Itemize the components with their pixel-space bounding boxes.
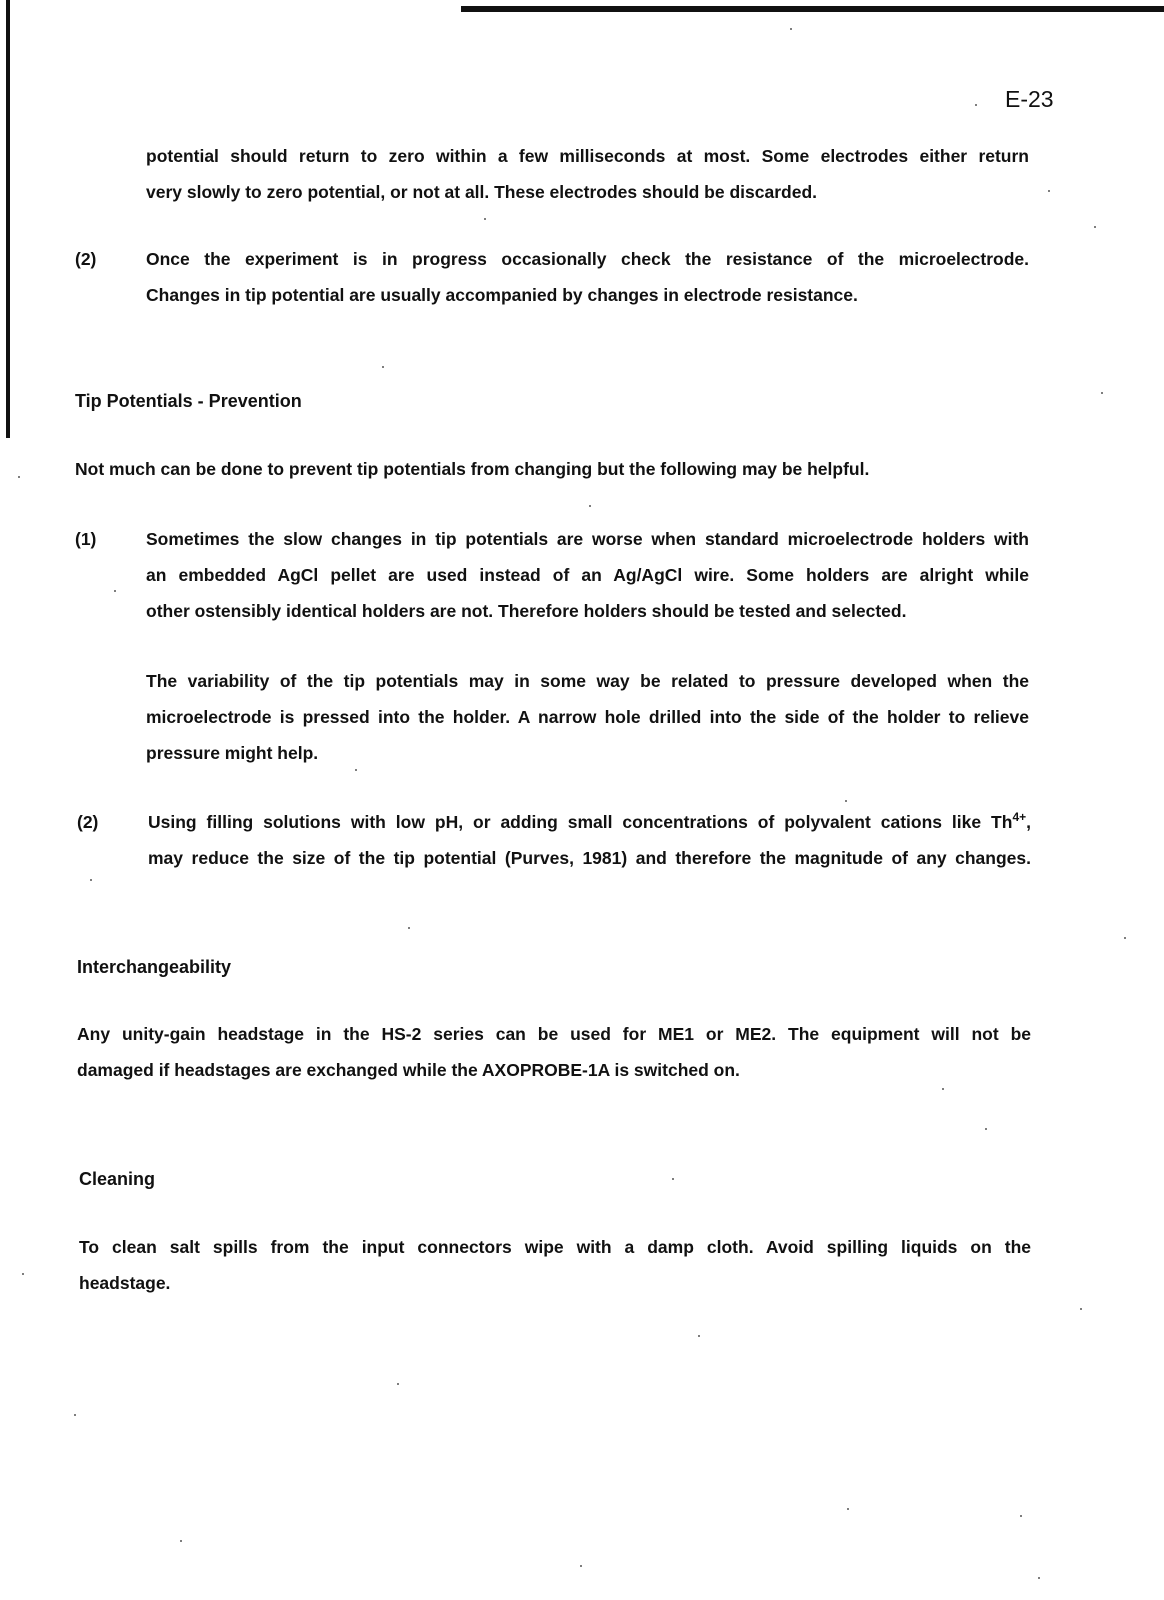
scan-speck: [975, 104, 977, 106]
paragraph-line: microelectrode is pressed into the holder. A narrow hole drilled into the side of the holder to relieve: [146, 707, 1029, 727]
scan-speck: [408, 927, 410, 929]
scan-left-edge: [6, 0, 10, 438]
scan-speck: [90, 879, 92, 881]
scan-speck: [74, 1414, 76, 1416]
scan-speck: [985, 1128, 987, 1130]
paragraph-line: may reduce the size of the tip potential (Purves, 1981) and therefore the magnitude of any changes.: [148, 848, 1031, 868]
scan-speck: [180, 1540, 182, 1542]
scan-speck: [1094, 226, 1096, 228]
section-heading-tip-potentials-prevention: Tip Potentials - Prevention: [75, 391, 302, 411]
scan-speck: [18, 476, 20, 478]
scan-speck: [1101, 392, 1103, 394]
scan-speck: [845, 800, 847, 802]
paragraph-line: headstage.: [79, 1273, 171, 1293]
paragraph-line: Sometimes the slow changes in tip potentials are worse when standard microelectrode holders with: [146, 529, 1029, 549]
list-item-number: (2): [77, 812, 99, 832]
page-number: E-23: [1005, 86, 1054, 112]
paragraph-line: other ostensibly identical holders are not. Therefore holders should be tested and selected.: [146, 601, 907, 621]
list-item-number: (2): [75, 249, 97, 269]
scan-speck: [1080, 1308, 1082, 1310]
list-item-number: (1): [75, 529, 97, 549]
paragraph-text: Using filling solutions with low pH, or adding small concentrations of polyvalent cations like Th: [148, 812, 1013, 832]
paragraph-line: The variability of the tip potentials may in some way be related to pressure developed when the: [146, 671, 1029, 691]
paragraph-line: Once the experiment is in progress occasionally check the resistance of the microelectrode.: [146, 249, 1029, 269]
scan-speck: [382, 366, 384, 368]
scan-speck: [698, 1335, 700, 1337]
scan-speck: [847, 1508, 849, 1510]
scan-speck: [1020, 1515, 1022, 1517]
paragraph-line: [148, 804, 1031, 840]
paragraph-line: potential should return to zero within a few milliseconds at most. Some electrodes either return: [146, 146, 1029, 166]
intro-paragraph: Not much can be done to prevent tip potentials from changing but the following may be helpful.: [75, 459, 870, 479]
paragraph-line: an embedded AgCl pellet are used instead of an Ag/AgCl wire. Some holders are alright while: [146, 565, 1029, 585]
paragraph-line: pressure might help.: [146, 743, 319, 763]
scan-speck: [1124, 937, 1126, 939]
section-heading-interchangeability: Interchangeability: [77, 957, 232, 977]
scan-speck: [1048, 190, 1050, 192]
scan-speck: [1038, 1577, 1040, 1579]
paragraph-line: very slowly to zero potential, or not at all. These electrodes should be discarded.: [146, 182, 817, 202]
scan-speck: [672, 1178, 674, 1180]
paragraph-line: Any unity-gain headstage in the HS-2 series can be used for ME1 or ME2. The equipment will not be: [77, 1024, 1031, 1044]
section-heading-cleaning: Cleaning: [79, 1169, 156, 1189]
scan-top-edge: [461, 6, 1164, 12]
comma: ,: [1026, 812, 1031, 832]
scan-speck: [355, 769, 357, 771]
paragraph-line: To clean salt spills from the input connectors wipe with a damp cloth. Avoid spilling liquids on the: [79, 1237, 1031, 1257]
scan-speck: [589, 505, 591, 507]
scan-speck: [790, 28, 792, 30]
scan-speck: [942, 1088, 944, 1090]
paragraph-line: damaged if headstages are exchanged while the AXOPROBE-1A is switched on.: [77, 1060, 740, 1080]
superscript-charge: 4+: [1012, 810, 1027, 825]
scan-speck: [397, 1383, 399, 1385]
scan-speck: [114, 590, 116, 592]
paragraph-line: Changes in tip potential are usually accompanied by changes in electrode resistance.: [146, 285, 858, 305]
scan-speck: [580, 1565, 582, 1567]
scan-speck: [22, 1273, 24, 1275]
scan-speck: [484, 218, 486, 220]
